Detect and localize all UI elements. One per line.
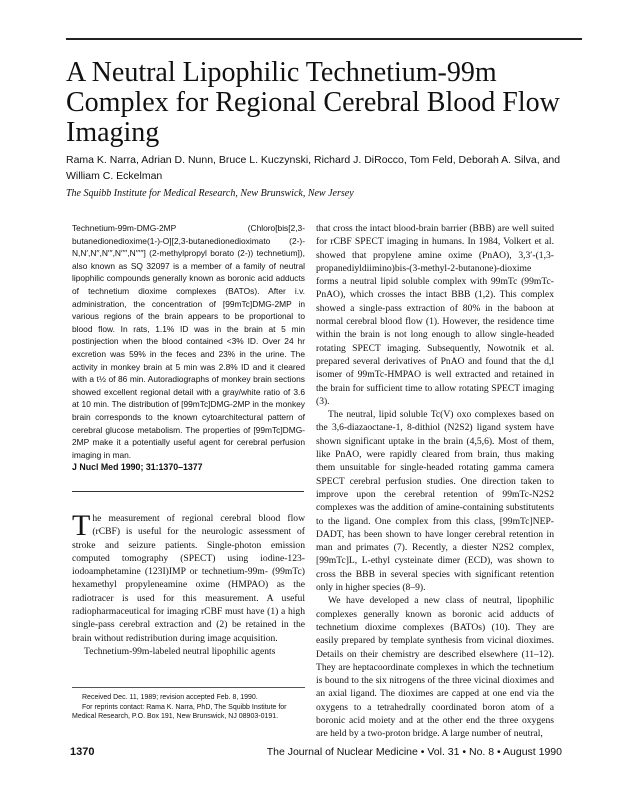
- footnote-divider: [72, 687, 305, 688]
- paragraph: Technetium-99m-labeled neutral lipophilic agents: [84, 645, 276, 657]
- paragraph: The neutral, lipid soluble Tc(V) oxo complexes based on the 3,6-diazaoctane-1, 8-dithiol (N2S2) ligand system have shown significant uptake in the brain (4,5,6). Most of them, like PnAO, were rapidly cleared from brain, thus making them unsuitable for single-headed rotating gamma camera SPECT cerebral perfusion studies. One direction taken to improve upon the cerebral retention of 99mTc-N2S2 complexes was the addition of amine-containing substitutents to the ligand. One complex from this class, [99mTc]NEP-DADT, has been shown to have longer cerebral retention in man and primates (7). Recently, a diester N2S2 complex, [99mTc]L, L-ethyl cysteinate dimer (ECD), was shown to cross the BBB in several species with significant retention only in higher species (8–9).: [316, 409, 554, 594]
- article-title: A Neutral Lipophilic Technetium-99m Complex for Regional Cerebral Blood Flow Imaging: [66, 57, 560, 148]
- affiliation: The Squibb Institute for Medical Research, New Brunswick, New Jersey: [66, 188, 354, 199]
- intro-text: he measurement of regional cerebral blood flow (rCBF) is useful for the neurologic assessment of stroke and seizure patients. Single-photon emission computed tomography (SPECT) using iodine-123-iodoamphetamine (123I)IMP or technetium-99m- (99mTc) hexamethyl propyleneamine oxime (HMPAO) as the radiotracer is used for this measurement. A useful radiopharmaceutical for imaging rCBF must have (1) a high single-pass cerebral extraction and (2) be retained in the brain without redistribution during image acquisition.: [72, 513, 305, 644]
- author-list: Rama K. Narra, Adrian D. Nunn, Bruce L. Kuczynski, Richard J. DiRocco, Tom Feld, Deborah A. Silva, and William C. Eckelman: [66, 154, 561, 182]
- body-column-left: [72, 509, 305, 658]
- received-note: Received Dec. 11, 1989; revision accepted Feb. 8, 1990.: [82, 694, 258, 701]
- body-column-right: [316, 222, 554, 741]
- footnotes: [72, 693, 305, 722]
- top-rule: [66, 38, 582, 40]
- abstract: Technetium-99m-DMG-2MP (Chloro[bis[2,3-butanedionedioxime(1-)-O][2,3-butanedionedioximato (2-)-N,N′,N′′,N′′′,N′′′′,N′′′′′] (2-methylpropyl borato (2-)) technetium]), also known as SQ 32097 is a member of a family of neutral lipophilic compounds generally known as boronic acid adducts of technetium dioxime complexes (BATOs). After i.v. administration, the concentration of [99mTc]DMG-2MP in various regions of the brain appears to be proportional to blood flow. In rats, 1.1% ID was in the brain at 5 min postinjection when the blood contained <3% ID. Over 24 hr excretion was 59% in the feces and 23% in the urine. The activity in monkey brain at 5 min was 2.8% ID and it cleared with a t½ of 86 min. Autoradiographs of monkey brain sections showed excellent regional detail with a gray/white ratio of 3.6 at 10 min. The distribution of [99mTc]DMG-2MP in the monkey brain corresponds to the known cytoarchitectural pattern of cerebral glucose metabolism. The properties of [99mTc]DMG-2MP make it a potentially useful agent for cerebral perfusion imaging in man.: [72, 223, 305, 460]
- citation: J Nucl Med 1990; 31:1370–1377: [72, 462, 203, 472]
- drop-cap: T: [72, 509, 91, 542]
- paragraph: We have developed a new class of neutral, lipophilic complexes generally known as boronic acid adducts of technetium dioxime complexes (BATOs) (10). They are easily prepared by template synthesis from vicinal dioximes. Details on their chemistry are described elsewhere (11–12). They are heptacoordinate complexes in which the technetium is bound to the six nitrogens of the three vicinal dioximes and an axial ligand. The dioximes are capped at one end via the oxygens to a tetrahedrally coordinated boron atom of a boronic acid moiety and at the other end the three oxygens are held by a two-proton bridge. A large number of neutral,: [316, 595, 554, 740]
- page-number: 1370: [70, 746, 95, 758]
- running-footer: The Journal of Nuclear Medicine • Vol. 31 • No. 8 • August 1990: [266, 746, 562, 758]
- paragraph: that cross the intact blood-brain barrier (BBB) are well suited for rCBF SPECT imaging in humans. In 1984, Volkert et al. showed that propylene amine oxime (PnAO), 3,3′-(1,3-propanediyldiimino)bis-(3-methyl-2-butanone)-dioxime forms a neutral lipid soluble complex with 99mTc (99mTc-PnAO), which crosses the intact BBB (1,2). This complex showed a single-pass extraction of 80% in the baboon at normal cerebral blood flow (1). However, the residence time within the brain is not long enough to allow single-headed rotating SPECT imaging. Subsequently, Nowotnik et al. prepared several derivatives of PnAO and found that the d,l isomer of 99mTc-HMPAO is well extracted and retained in the brain for sufficient time to allow rotating SPECT imaging (3).: [316, 223, 554, 407]
- intro-paragraph: [72, 509, 305, 645]
- abstract-divider: [72, 491, 304, 492]
- reprint-note: For reprints contact: Rama K. Narra, PhD, The Squibb Institute for Medical Research, P.O. Box 191, New Brunswick, NJ 08903-0191.: [72, 703, 287, 720]
